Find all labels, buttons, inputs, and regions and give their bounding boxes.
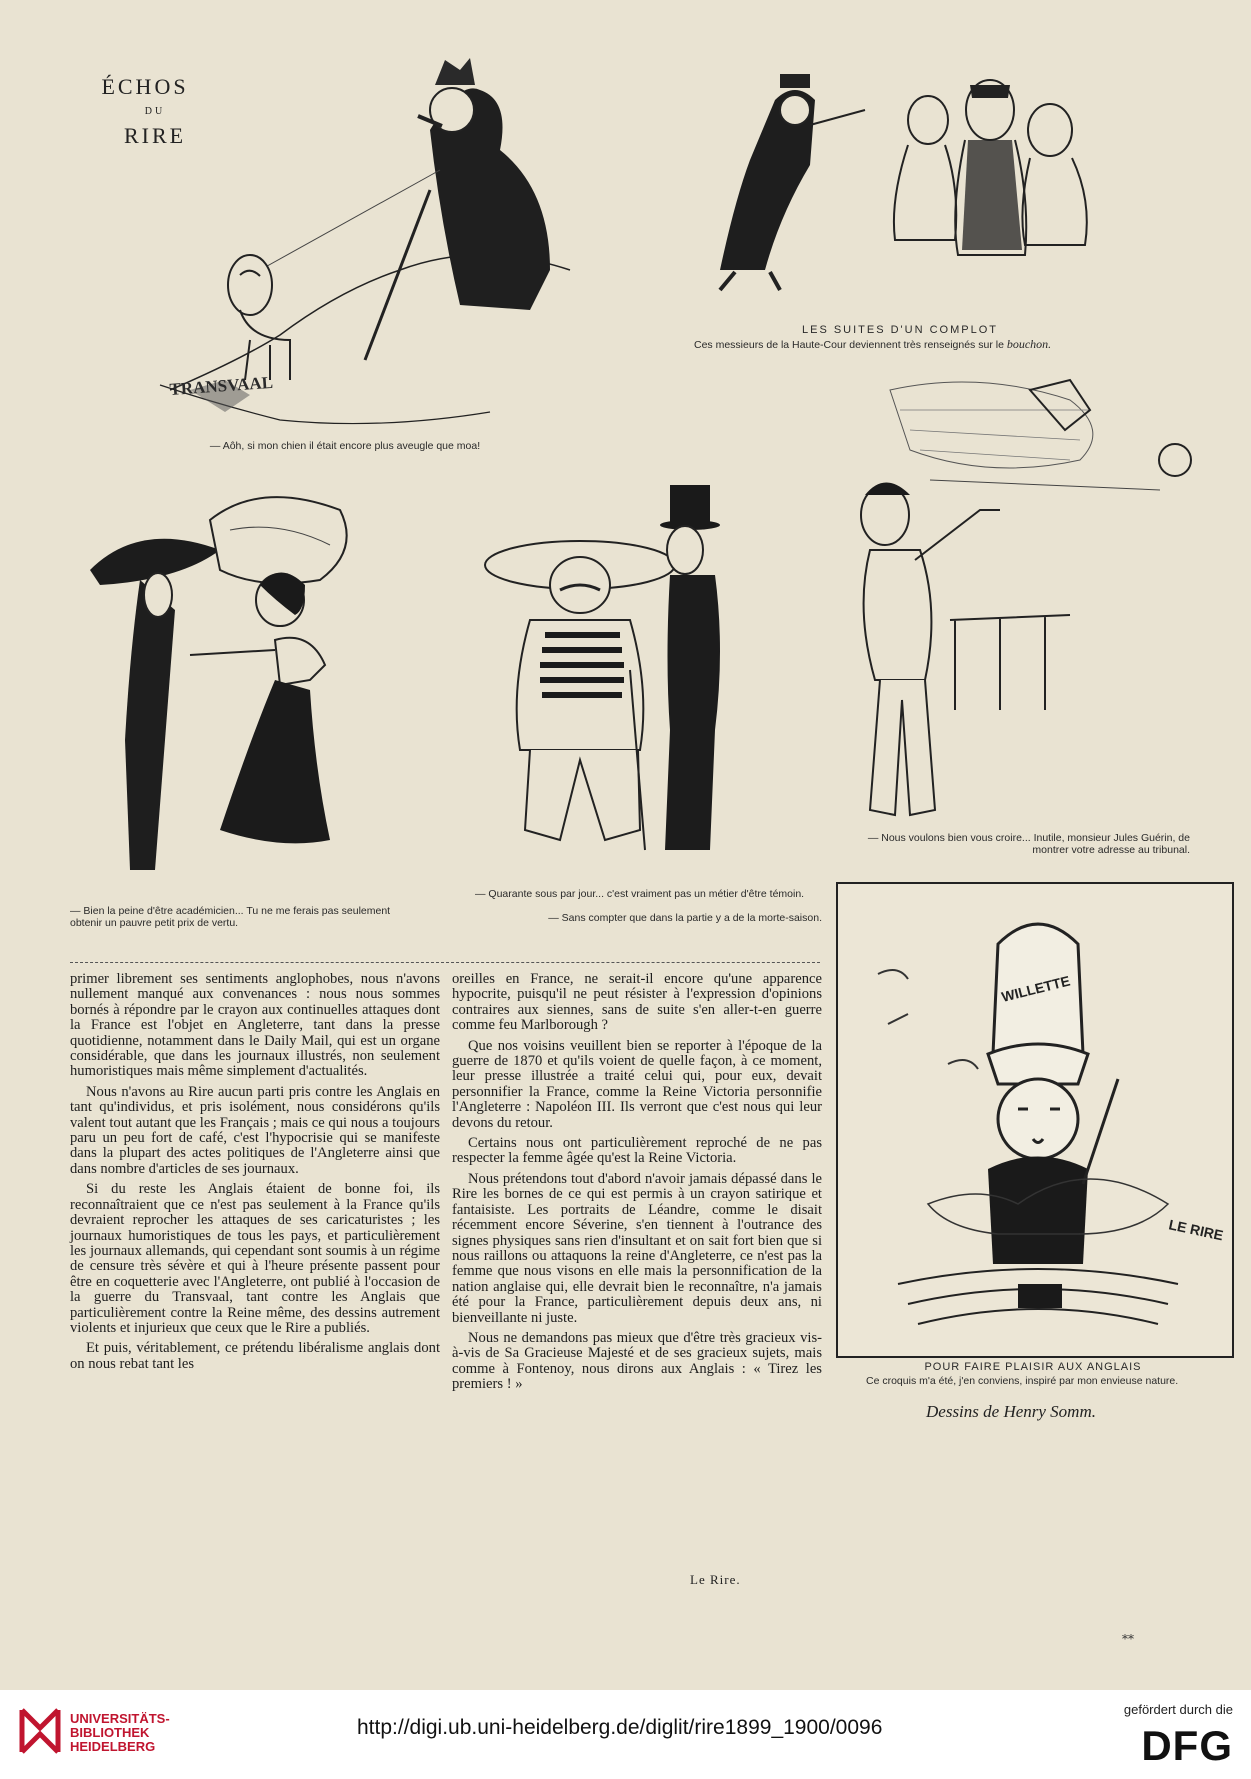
anglais-frame (836, 882, 1234, 1358)
page-mark: ** (1122, 1632, 1134, 1646)
transvaal-lettering: TRANSVAAL (168, 372, 274, 399)
permalink-url[interactable]: http://digi.ub.uni-heidelberg.de/diglit/rire1899_1900/0096 (357, 1716, 883, 1739)
article-column-1 (70, 972, 440, 1377)
temoin-illustration (470, 470, 800, 870)
col2-paragraph-4: Nous prétendons tout d'abord n'avoir jamais dépassé dans le Rire les bornes de ce qui est permis à un crayon satirique et fantaisiste. Les portraits de Léandre, comme le disait récemment encore Séverine, s'en tiennent à l'outrance des signes physiques sans rien d'insultant et on sait fort bien que si nous raillons ou attaquons la reine d'Angleterre, ce n'est pas la femme que nous visons en elle mais la personnification de la nation anglaise qui, elle devrait bien le reconnaître, n'a jamais été pour la France, particulièrement depuis deux ans, ni bienveillante ni juste. (452, 1170, 822, 1326)
guerin-illustration (830, 370, 1210, 830)
queen-caption: — Aôh, si mon chien il était encore plus aveugle que moa! (209, 440, 481, 452)
article-column-2 (452, 972, 822, 1398)
anglais-illustration (838, 884, 1232, 1356)
col2-paragraph-3: Certains nous ont particulièrement reproché de ne pas respecter la femme âgée qu'est la Reine Victoria. (452, 1135, 822, 1167)
university-library-logo-icon (18, 1706, 62, 1756)
heading-echos: ÉCHOS (101, 74, 189, 99)
col2-paragraph-5: Nous ne demandons pas mieux que d'être très gracieux vis-à-vis de Sa Gracieuse Majesté et de ses gracieux sujets, mais comme à Fontenoy, nous dirons aux Anglais : « Tirez les premiers ! » (452, 1329, 822, 1393)
library-name-line-3: HEIDELBERG (70, 1739, 156, 1754)
article-signoff: Le Rire. (690, 1572, 741, 1587)
library-name (70, 1712, 170, 1754)
drawings-credit: Dessins de Henry Somm. (926, 1402, 1096, 1421)
funding-label: gefördert durch die (1123, 1702, 1233, 1717)
col1-paragraph-2: Nous n'avons au Rire aucun parti pris contre les Anglais en tant qu'individus, et pris isolément, nous considérons qu'ils valent tout autant que les Français ; mais ce qui nous a toujours paru un peu fort de café, c'est l'hypocrisie qui se manifeste dans la plupart des actes politiques de l'Angleterre ainsi que dans nombre d'articles de ses journaux. (70, 1083, 440, 1177)
col1-paragraph-4: Et puis, véritablement, ce prétendu libéralisme anglais dont on nous rebat tant les (70, 1340, 440, 1372)
col2-paragraph-2: Que nos voisins veuillent bien se reporter à l'époque de la guerre de 1870 et qu'ils voient de quelle façon, à ce moment, leur presse illustrée a traité celui qui, pour eux, devait personnifier la France, comme la Reine Victoria personnifie l'Angleterre : Napoléon III. Ils verront que c'est nous qui leur devons du retour. (452, 1037, 822, 1131)
complot-caption (694, 338, 1194, 351)
digitization-footer (0, 1690, 1251, 1779)
complot-title: LES SUITES D'UN COMPLOT (801, 324, 998, 336)
heading-du: DU (144, 106, 166, 117)
willette-lettering: WILLETTE (999, 972, 1072, 1005)
col2-paragraph-1: oreilles en France, ne serait-il encore qu'une apparence hypocrite, puisqu'il ne peut résister à l'expression d'opinions contraires aux siennes, sans de suite s'en aller-t-en guerre comme feu Marlborough ? (452, 971, 822, 1034)
library-name-line-1: UNIVERSITÄTS- (70, 1711, 170, 1726)
temoin-caption-1: — Quarante sous par jour... c'est vraiment pas un métier d'être témoin. (475, 888, 805, 900)
heading-rire: RIRE (123, 123, 187, 148)
anglais-title: POUR FAIRE PLAISIR AUX ANGLAIS (924, 1361, 1142, 1373)
complot-caption-emphasis: bouchon. (1006, 337, 1052, 351)
temoin-caption-2: — Sans compter que dans la partie y a de la morte-saison. (548, 912, 822, 924)
article-separator (70, 962, 820, 963)
guerin-caption: — Nous voulons bien vous croire... Inutile, monsieur Jules Guérin, de montrer votre adresse au tribunal. (867, 832, 1190, 856)
complot-illustration (700, 40, 1100, 300)
dfg-logo: DFG (1141, 1722, 1233, 1769)
academicien-illustration (80, 490, 420, 880)
le-rire-lettering: LE RIRE (1167, 1216, 1225, 1244)
academicien-caption: — Bien la peine d'être académicien... Tu ne me ferais pas seulement obtenir un pauvre petit prix de vertu. (70, 905, 391, 929)
anglais-caption: Ce croquis m'a été, j'en conviens, inspiré par mon envieuse nature. (866, 1375, 1179, 1387)
col1-paragraph-1: primer librement ses sentiments anglophobes, nous n'avons nullement manqué aux convenances : nous nous sommes bornés à répondre par le crayon aux continuelles attaques dont la France est l'objet en Angleterre, tant dans la presse quotidienne, notamment dans le Daily Mail, qui est un organe considérable, que dans les journaux illustrés, non seulement humoristiques mais même simplement d'actualités. (70, 971, 440, 1080)
library-name-line-2: BIBLIOTHEK (70, 1725, 150, 1740)
queen-and-dog-illustration (130, 40, 590, 440)
complot-caption-text: Ces messieurs de la Haute-Cour deviennent très renseignés sur le (694, 339, 1004, 351)
col1-paragraph-3: Si du reste les Anglais étaient de bonne foi, ils reconnaîtraient que ce n'est pas seulement à la France qu'ils devraient reprocher les attaques de ses caricaturistes ; les journaux humoristiques de tous les pays, et particulièrement les journaux allemands, qui cependant sont soumis à un régime de censure très sévère et qui à l'heure présente passent pour être en coquetterie avec l'Angleterre, ont publié à l'occasion de la guerre du Transvaal, tant contre les Anglais que particulièrement contre la Reine même, des dessins autrement violents et injurieux que ceux que le Rire a publiés. (70, 1181, 440, 1336)
